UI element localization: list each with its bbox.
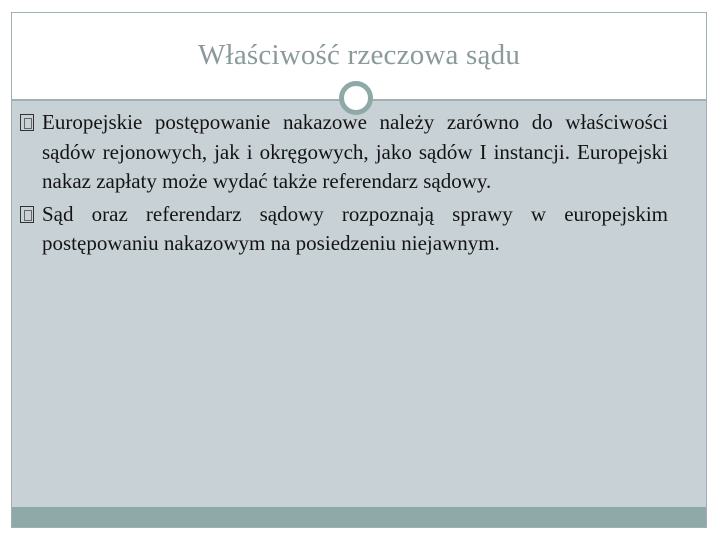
slide-title: Właściwość rzeczowa sądu (197, 39, 521, 71)
bullet-item (20, 200, 668, 259)
bullet-text: Europejskie postępowanie nakazowe należy zarówno do właściwości sądów rejonowych, jak i okręgowych, jako sądów I instancji. Europejski nakaz zapłaty może wydać także referendarz sądowy. (42, 110, 668, 193)
bullet-text: Sąd oraz referendarz sądowy rozpoznają sprawy w europejskim postępowaniu nakazowym na posiedzeniu niejawnym. (42, 201, 668, 255)
bullet-item (20, 108, 668, 197)
bullet-icon (20, 206, 34, 223)
footer-band (12, 507, 706, 527)
bullet-icon (20, 114, 34, 131)
slide-body (20, 108, 668, 262)
slide (11, 12, 707, 528)
